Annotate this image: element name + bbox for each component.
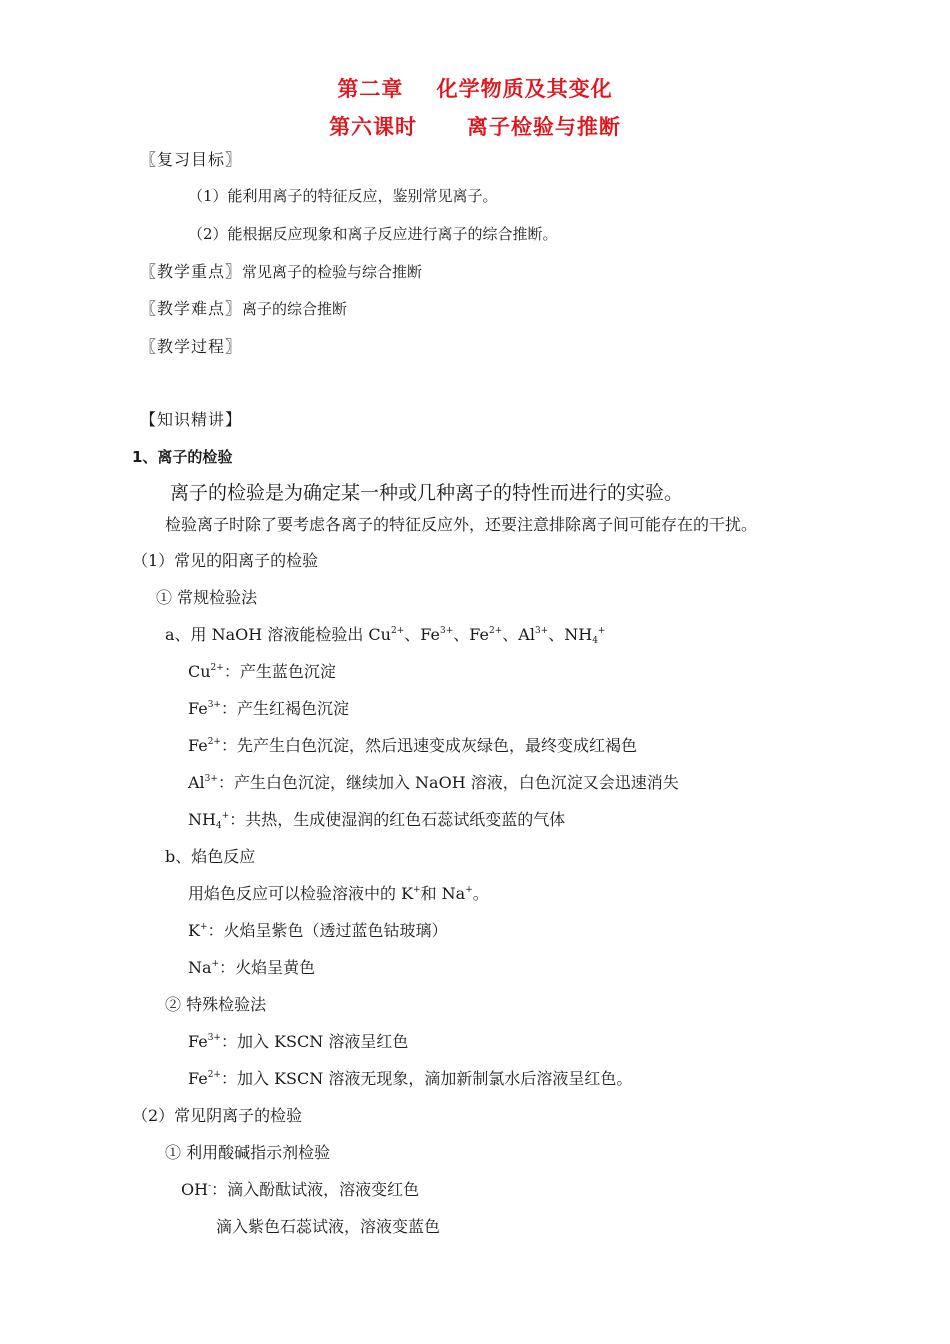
al-line: $Al^{3+}$：产生白色沉淀，继续加入 NaOH 溶液，白色沉淀又会迅速消失 bbox=[188, 773, 679, 792]
fe3-line: $Fe^{3+}$：产生红褐色沉淀 bbox=[188, 699, 349, 718]
fe2-line: $Fe^{2+}$：先产生白色沉淀，然后迅速变成灰绿色，最终变成红褐色 bbox=[188, 736, 637, 755]
difficulty-row bbox=[140, 299, 347, 319]
goals-label: 〖复习目标〗 bbox=[140, 150, 243, 169]
goal-1: （1）能利用离子的特征反应，鉴别常见离子。 bbox=[188, 187, 498, 205]
na-line: Na+：火焰呈黄色 bbox=[188, 958, 316, 977]
intro-2: 检验离子时除了要考虑各离子的特征反应外，还要注意排除离子间可能存在的干扰。 bbox=[165, 515, 758, 534]
cation-b-title: b、焰色反应 bbox=[165, 847, 256, 866]
cu-line: $Cu^{2+}$：产生蓝色沉淀 bbox=[188, 662, 336, 681]
oh-line-1: OH-：滴入酚酞试液，溶液变红色 bbox=[181, 1180, 420, 1199]
chapter-title: 第二章 化学物质及其变化 bbox=[337, 77, 613, 101]
cation-method-2: ② 特殊检验法 bbox=[165, 995, 267, 1014]
focus-text: 常见离子的检验与综合推断 bbox=[242, 263, 423, 281]
difficulty-text: 离子的综合推断 bbox=[242, 300, 348, 318]
process-label: 〖教学过程〗 bbox=[140, 337, 243, 356]
difficulty-label: 〖教学难点〗 bbox=[140, 299, 243, 318]
section-1-title: 1、离子的检验 bbox=[132, 448, 233, 466]
special-fe2-line: $Fe^{2+}$：加入 KSCN 溶液无现象，滴加新制氯水后溶液呈红色。 bbox=[188, 1069, 633, 1088]
nh4-line: $NH_4^+$：共热，生成使湿润的红色石蕊试纸变蓝的气体 bbox=[188, 810, 566, 831]
special-fe3-line: $Fe^{3+}$：加入 KSCN 溶液呈红色 bbox=[188, 1032, 409, 1051]
flame-intro: 用焰色反应可以检验溶液中的 K+和 Na+。 bbox=[188, 884, 489, 903]
oh-line-2: 滴入紫色石蕊试液，溶液变蓝色 bbox=[216, 1217, 441, 1236]
cation-method-1: ① 常规检验法 bbox=[156, 588, 258, 607]
intro-1: 离子的检验是为确定某一种或几种离子的特性而进行的实验。 bbox=[170, 482, 684, 504]
knowledge-label: 【知识精讲】 bbox=[140, 410, 243, 429]
goal-2: （2）能根据反应现象和离子反应进行离子的综合推断。 bbox=[188, 225, 558, 243]
anion-method-1: ① 利用酸碱指示剂检验 bbox=[165, 1143, 331, 1162]
anion-heading: （2）常见阴离子的检验 bbox=[132, 1106, 303, 1125]
focus-label: 〖教学重点〗 bbox=[140, 262, 243, 281]
focus-row bbox=[140, 262, 422, 282]
cation-a-line: a、用 NaOH 溶液能检验出 $Cu^{2+}$、$Fe^{3+}$、$Fe^{2+}$、$Al^{3+}$、$NH_4^+$ bbox=[165, 625, 606, 646]
k-line: K+：火焰呈紫色（透过蓝色钴玻璃） bbox=[188, 921, 448, 940]
lesson-title: 第六课时 离子检验与推断 bbox=[329, 115, 621, 139]
cation-heading: （1）常见的阳离子的检验 bbox=[132, 551, 319, 570]
